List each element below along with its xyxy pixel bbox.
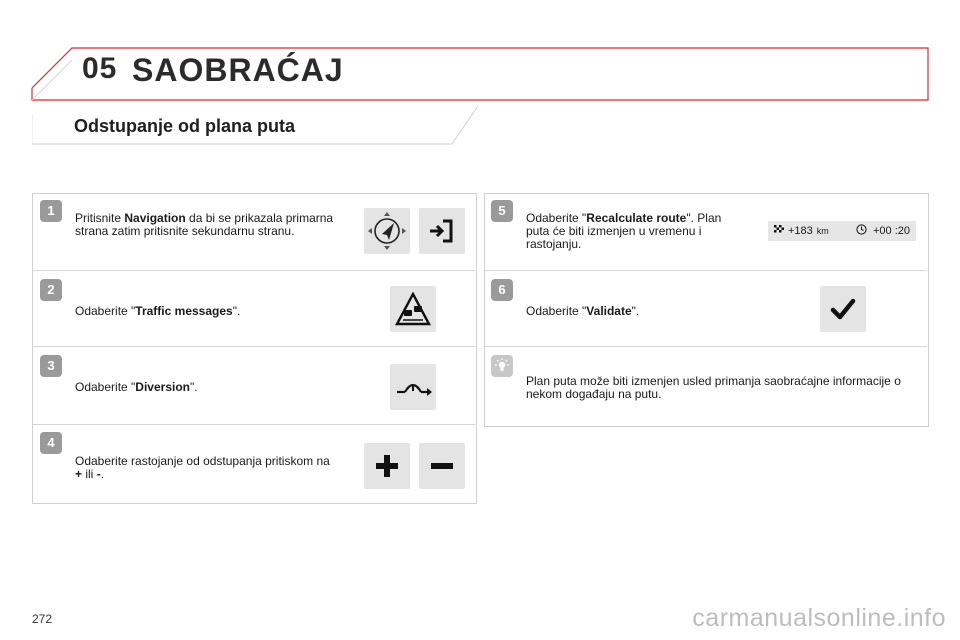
- step-5-text: Odaberite "Recalculate route". Plan puta će biti izmenjen u vremenu i rastojanju.: [526, 211, 722, 251]
- step-badge-3: 3: [40, 355, 62, 377]
- finish-flag-icon: [774, 225, 784, 238]
- diversion-icon[interactable]: [390, 364, 436, 410]
- step-2-text: Odaberite "Traffic messages".: [75, 304, 241, 318]
- step-1-text: Pritisnite Navigation da bi se prikazala primarna strana zatim pritisnite sekundarnu stranu.: [75, 211, 334, 238]
- distance-delta: +183: [788, 225, 813, 237]
- step-3-text: Odaberite "Diversion".: [75, 380, 198, 394]
- watermark: carmanualsonline.info: [692, 604, 946, 632]
- chapter-number: 05: [82, 52, 118, 85]
- distance-unit: km: [816, 226, 829, 236]
- navigation-compass-icon[interactable]: [364, 208, 410, 254]
- step-4-text: Odaberite rastojanje od odstupanja pritiskom na + ili -.: [75, 454, 330, 481]
- route-status-chip: [768, 221, 916, 241]
- row-divider: [33, 424, 475, 425]
- row-divider: [485, 346, 927, 347]
- section-title: Odstupanje od plana puta: [74, 116, 296, 136]
- tip-text: Plan puta može biti izmenjen usled primanja saobraćajne informacije o nekom događaju na putu.: [526, 374, 901, 401]
- row-divider: [33, 270, 475, 271]
- tip-lightbulb-icon: [491, 355, 513, 377]
- checkmark-icon[interactable]: [820, 286, 866, 332]
- row-divider: [33, 346, 475, 347]
- step-badge-4: 4: [40, 432, 62, 454]
- step-6-text: Odaberite "Validate".: [526, 304, 640, 318]
- plus-icon[interactable]: [364, 443, 410, 489]
- secondary-page-icon[interactable]: [419, 208, 465, 254]
- page-number: 272: [32, 612, 53, 626]
- time-delta: +00 :20: [872, 225, 910, 237]
- step-badge-2: 2: [40, 279, 62, 301]
- clock-icon: [856, 224, 867, 238]
- step-badge-5: 5: [491, 200, 513, 222]
- minus-icon[interactable]: [419, 443, 465, 489]
- row-divider: [485, 270, 927, 271]
- step-badge-1: 1: [40, 200, 62, 222]
- chapter-title: SAOBRAĆAJ: [132, 52, 344, 88]
- traffic-messages-icon[interactable]: [390, 286, 436, 332]
- step-badge-6: 6: [491, 279, 513, 301]
